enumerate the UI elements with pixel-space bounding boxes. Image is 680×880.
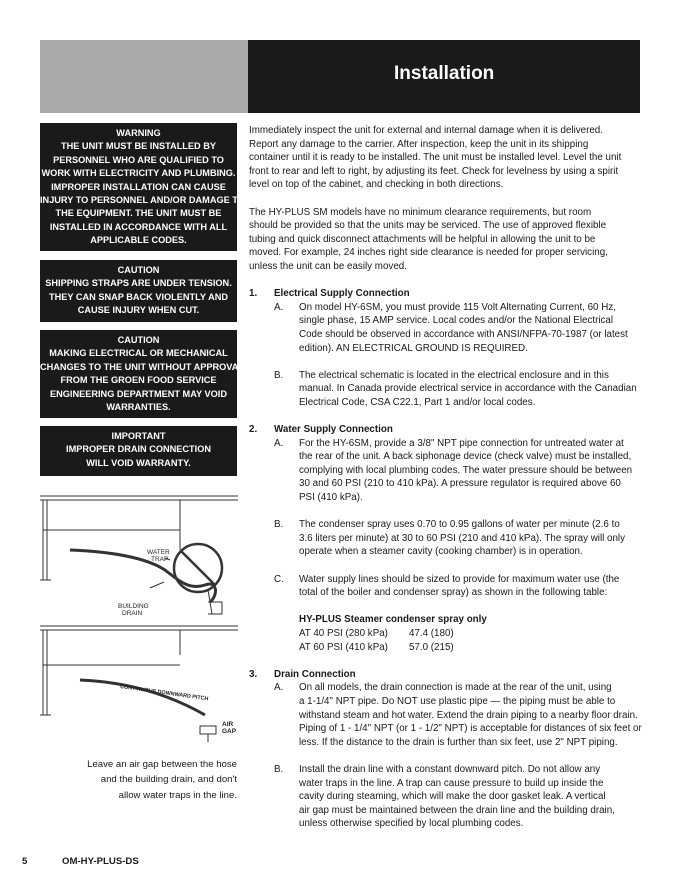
text-line: On all models, the drain connection is made at the rear of the unit, using: [299, 682, 612, 694]
prohibited-slash: [181, 551, 215, 585]
main-column: [249, 124, 644, 831]
caution-line: CHANGES TO THE UNIT WITHOUT APPROVAL: [40, 361, 244, 372]
pitch-label: CONTINUOUS DOWNWARD PITCH: [119, 684, 209, 703]
caution-line: FROM THE GROEN FOOD SERVICE: [60, 375, 217, 386]
caption-line: allow water traps in the line.: [118, 789, 237, 801]
text-line: air gap must be maintained between the drain line and the building drain,: [299, 804, 615, 816]
text-line: For the HY-6SM, provide a 3/8" NPT pipe connection for untreated water at: [299, 437, 624, 449]
text-line: The condenser spray uses 0.70 to 0.95 gallons of water per minute (2.6 to: [299, 519, 620, 531]
lower-table-top: [40, 626, 238, 630]
text-line: single phase, 15 AMP service. Local codes and/or the National Electrical: [299, 315, 614, 327]
air-gap-label-line1: AIR: [222, 721, 234, 728]
text-line: Code should be observed in accordance with ANSI/NFPA-70-1987 (or latest: [299, 328, 628, 340]
warning-line: APPLICABLE CODES.: [90, 235, 187, 246]
section-number: 2.: [249, 424, 258, 436]
table-cell-pressure: AT 60 PSI (410 kPa): [299, 641, 388, 653]
text-line: On model HY-6SM, you must provide 115 Volt Alternating Current, 60 Hz,: [299, 301, 616, 313]
text-line: water traps in the line. A trap can cause pressure to build up inside the: [299, 777, 604, 789]
building-drain-leader: [150, 582, 164, 588]
document-code: OM-HY-PLUS-DS: [62, 856, 139, 867]
warning-line: THE EQUIPMENT. THE UNIT MUST BE: [55, 208, 222, 219]
caption-line: Leave an air gap between the hose: [87, 759, 237, 770]
lower-table-left-leg: [40, 630, 51, 715]
table-cell-value: 57.0 (215): [409, 641, 454, 653]
caution-title: CAUTION: [117, 265, 160, 275]
text-line: should be provided so that the units may be serviced. The use of approved flexible: [249, 220, 607, 232]
figure-caption: [40, 757, 237, 803]
water-trap-label-line2: TRAP: [151, 556, 169, 563]
list-item: [249, 437, 644, 505]
text-line: level on top of the cabinet, and checking in both directions.: [249, 179, 504, 191]
section-title: Electrical Supply Connection: [274, 288, 410, 300]
caution-line: SHIPPING STRAPS ARE UNDER TENSION.: [45, 278, 232, 289]
text-line: 3.6 liters per minute) at 30 to 60 PSI (210 and 410 kPa). The spray will only: [299, 532, 626, 544]
drain-diagram: [40, 490, 240, 750]
air-gap-drain: [200, 726, 216, 742]
section-title: Drain Connection: [274, 668, 356, 680]
list-item: [249, 369, 644, 410]
spray-table: [249, 613, 644, 654]
text-line: The electrical schematic is located in the electrical enclosure and in this: [299, 369, 609, 381]
text-line: Report any damage to the carrier. After inspection, keep the unit in its shipping: [249, 138, 589, 150]
text-line: Install the drain line with a constant downward pitch. Do not allow any: [299, 763, 601, 775]
item-letter: A.: [274, 682, 284, 694]
text-line: the rear of the unit. A back siphonage device (check valve) must be installed,: [299, 451, 632, 463]
text-line: tubing and quick disconnect attachments will be helpful in allowing the unit to be: [249, 233, 596, 245]
building-drain-label-line1: BUILDING: [118, 603, 149, 610]
item-letter: A.: [274, 437, 284, 449]
table-row: [299, 641, 644, 655]
text-line: container until it is ready to be installed. The unit must be installed level. Level the unit: [249, 152, 622, 164]
text-line: withstand steam and hot water. Extend the drain piping to a nearby floor drain.: [299, 709, 638, 721]
important-line: IMPROPER DRAIN CONNECTION: [66, 444, 211, 455]
text-line: moved. For example, 24 inches right side clearance is needed for proper servicing,: [249, 247, 608, 259]
text-line: unless the unit can be easily moved.: [249, 260, 407, 272]
warning-line: INJURY TO PERSONNEL AND/OR DAMAGE TO: [40, 195, 245, 206]
caution-title: CAUTION: [117, 335, 160, 345]
item-letter: C.: [274, 573, 284, 585]
section-water-supply: [249, 423, 644, 437]
warning-line: INSTALLED IN ACCORDANCE WITH ALL: [49, 221, 228, 232]
text-line: front to rear and left to right, by adjusting its feet. Check for levelness by using a spirit: [249, 165, 619, 177]
text-line: cavity during steaming, which will make the door gasket leak. A vertical: [299, 791, 606, 803]
hose-with-trap: [70, 550, 215, 602]
section-electrical: [249, 287, 644, 301]
text-line: Immediately inspect the unit for external and internal damage when it is delivered.: [249, 125, 603, 136]
list-item: [249, 301, 644, 355]
text-line: PSI (410 kPa).: [299, 492, 363, 504]
text-line: The HY-PLUS SM models have no minimum clearance requirements, but room: [249, 206, 592, 218]
important-title: IMPORTANT: [111, 431, 166, 441]
spray-table-title: HY-PLUS Steamer condenser spray only: [299, 614, 487, 626]
list-item: [249, 763, 644, 831]
item-letter: B.: [274, 763, 284, 775]
air-gap-label-line2: GAP: [222, 728, 237, 735]
section-drain: [249, 668, 644, 682]
header-gray-block: [40, 40, 248, 113]
text-line: complying with local plumbing codes. The water pressure should be between: [299, 464, 633, 476]
intro-paragraph: [249, 124, 644, 192]
warning-line: IMPROPER INSTALLATION CAN CAUSE: [51, 181, 226, 192]
warning-title: WARNING: [116, 128, 161, 138]
warning-line: WORK WITH ELECTRICITY AND PLUMBING.: [41, 168, 236, 179]
important-box: [40, 426, 237, 476]
item-letter: B.: [274, 519, 284, 531]
warning-line: THE UNIT MUST BE INSTALLED BY: [61, 141, 216, 152]
caption-line: and the building drain, and don't: [100, 774, 237, 786]
building-drain-label-line2: DRAIN: [122, 610, 143, 617]
text-line: unless otherwise specified by local plumbing codes.: [299, 818, 524, 830]
section-title: Water Supply Connection: [274, 424, 393, 436]
caution-box-changes: [40, 330, 244, 418]
list-item: [249, 518, 644, 559]
text-line: operate when a steamer cavity (cooking chamber) is in operation.: [299, 546, 583, 558]
table-row: [299, 627, 644, 641]
section-number: 1.: [249, 288, 258, 300]
caution-line: THEY CAN SNAP BACK VIOLENTLY AND: [48, 291, 228, 302]
list-item: [249, 573, 644, 600]
clearance-paragraph: [249, 206, 644, 274]
important-line: WILL VOID WARRANTY.: [86, 457, 191, 468]
text-line: Electrical Code, CSA C22.1, Part 1 and/or local codes.: [299, 396, 536, 408]
text-line: total of the boiler and condenser spray) as shown in the following table:: [299, 587, 608, 599]
caution-line: CAUSE INJURY WHEN CUT.: [77, 305, 200, 316]
page-title: Installation: [394, 63, 495, 84]
text-line: Water supply lines should be sized to provide for maximum water use (the: [299, 573, 620, 585]
table-cell-value: 47.4 (180): [409, 627, 454, 639]
list-item: [249, 681, 644, 749]
table-cell-pressure: AT 40 PSI (280 kPa): [299, 627, 388, 639]
item-letter: B.: [274, 369, 284, 381]
text-line: 30 and 60 PSI (210 to 410 kPa). A pressure regulator is required above 60: [299, 478, 621, 490]
upper-table-top: [40, 496, 238, 500]
text-line: a 1-1/4" NPT pipe. Do NOT use plastic pipe — the piping must be able to: [299, 695, 616, 707]
water-trap-label-line1: WATER: [147, 549, 170, 556]
warning-box: [40, 123, 245, 251]
upper-table-left-leg: [40, 500, 51, 580]
text-line: Piping of 1 - 1/4" NPT (or 1 - 1/2" NPT) is acceptable for distances of six feet or: [299, 723, 642, 735]
caution-line: MAKING ELECTRICAL OR MECHANICAL: [49, 348, 228, 359]
text-line: manual. In Canada provide electrical service in accordance with the Canadian: [299, 383, 637, 395]
caution-line: WARRANTIES.: [106, 402, 171, 413]
item-letter: A.: [274, 301, 284, 313]
caution-line: ENGINEERING DEPARTMENT MAY VOID: [50, 388, 227, 399]
warning-line: PERSONNEL WHO ARE QUALIFIED TO: [53, 154, 224, 165]
page-number: 5: [22, 856, 28, 867]
caution-box-straps: [40, 260, 237, 322]
text-line: less. If the distance to the drain is further than six feet, use 2" NPT piping.: [299, 736, 618, 748]
section-number: 3.: [249, 668, 258, 680]
text-line: edition). AN ELECTRICAL GROUND IS REQUIRED.: [299, 342, 528, 354]
